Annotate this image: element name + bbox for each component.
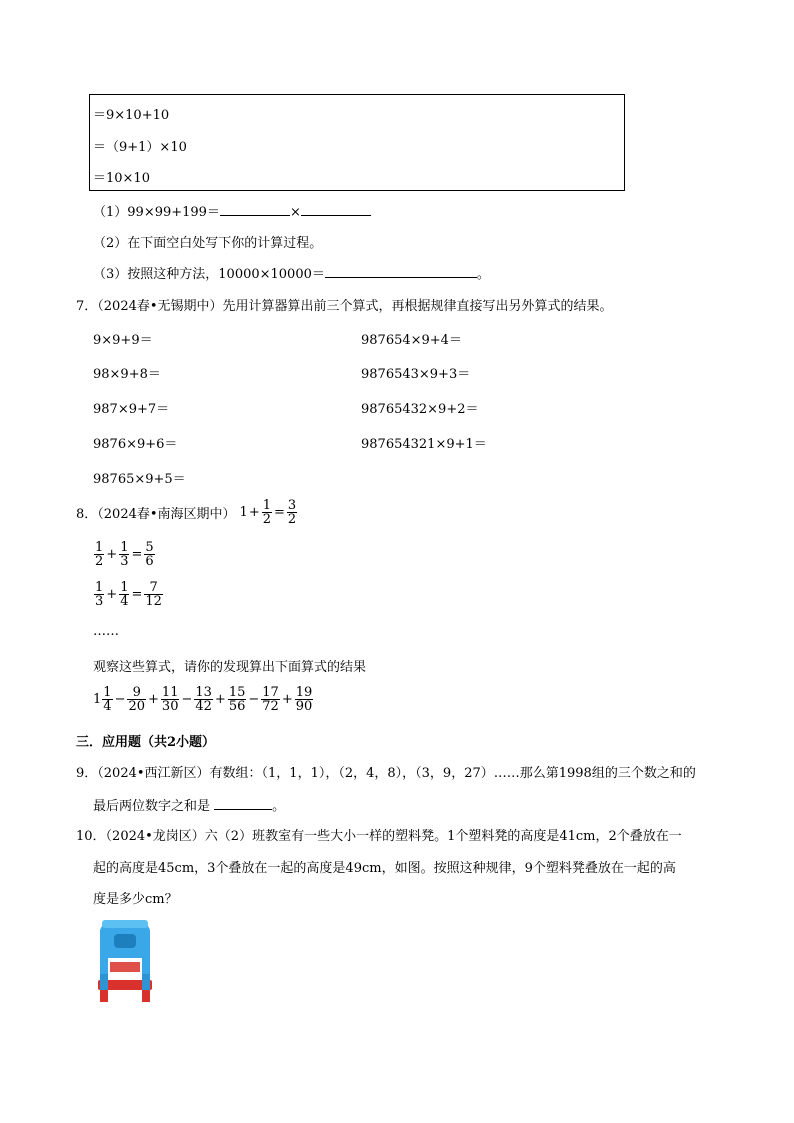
q8-eq3-a: $\frac{1}{3}$ bbox=[95, 580, 104, 609]
q8-eq2-b: $\frac{1}{3}$ bbox=[120, 540, 129, 569]
q8-expr-op-6: + bbox=[281, 692, 293, 707]
q6-part1-blank-a[interactable] bbox=[220, 203, 290, 216]
q8-eq2-op: + bbox=[106, 547, 118, 562]
q8-expr-term-2: $\frac{11}{30}$ bbox=[161, 685, 179, 714]
stacked-stools-image bbox=[94, 918, 156, 1004]
q8-eq3-result: $\frac{7}{12}$ bbox=[145, 580, 162, 609]
q6-part1 bbox=[93, 201, 371, 220]
q8-eq2-a: $\frac{1}{2}$ bbox=[95, 540, 104, 569]
q8-eq3-eq: = bbox=[131, 587, 143, 602]
q8-expr-op-4: + bbox=[214, 692, 226, 707]
q6-part3-prefix: （3）按照这种方法，10000×10000＝ bbox=[93, 267, 325, 282]
q8-prompt: 观察这些算式，请你的发现算出下面算式的结果 bbox=[93, 660, 367, 675]
q7-left-1: 9×9+9＝ bbox=[93, 333, 153, 348]
q8-expr-term-6: $\frac{19}{90}$ bbox=[295, 685, 313, 714]
q8-stem-line bbox=[76, 499, 298, 526]
q7-right-1: 987654×9+4＝ bbox=[361, 333, 462, 348]
q8-expr-term-5: $\frac{17}{72}$ bbox=[262, 685, 279, 714]
q8-expr-op-2: + bbox=[148, 692, 159, 707]
q8-eq3-op: + bbox=[106, 587, 118, 602]
q8-eq1-lead: 1 bbox=[239, 505, 248, 520]
q8-expr-term-3: $\frac{13}{42}$ bbox=[195, 685, 212, 714]
q10-line-3: 度是多少cm？ bbox=[93, 892, 178, 907]
q8-ellipsis: …… bbox=[93, 624, 119, 639]
q8-eq3-b: $\frac{1}{4}$ bbox=[120, 580, 129, 609]
q8-eq2-result: $\frac{5}{6}$ bbox=[145, 540, 154, 569]
q10-line-2: 起的高度是45cm，3个叠放在一起的高度是49cm，如图。按照这种规律，9个塑料凳叠放在一起的高 bbox=[93, 861, 676, 876]
q9-answer-blank[interactable] bbox=[214, 797, 272, 810]
q8-expr-term-0: $\frac{1}{4}$ bbox=[103, 685, 112, 714]
q8-eq1-eq: = bbox=[274, 505, 285, 520]
q10-line-1: 10．（2024•龙岗区）六（2）班教室有一些大小一样的塑料凳。1个塑料凳的高度是41cm，2个叠放在一 bbox=[76, 829, 682, 844]
q8-expr-lead: 1 bbox=[93, 692, 102, 707]
q6-part3-suffix: 。 bbox=[476, 267, 490, 282]
q8-stem: 8．（2024春•南海区期中） bbox=[76, 507, 236, 522]
q8-eq1-op: + bbox=[248, 505, 260, 520]
section-3-heading: 三．应用题（共2小题） bbox=[76, 735, 216, 750]
q7-right-2: 9876543×9+3＝ bbox=[361, 367, 471, 382]
q8-eq2 bbox=[93, 541, 156, 568]
q8-expression bbox=[93, 686, 314, 713]
q6-part3 bbox=[93, 263, 490, 282]
q6-part3-blank[interactable] bbox=[325, 265, 477, 278]
q8-expr-op-1: − bbox=[114, 692, 126, 707]
q7-right-3: 98765432×9+2＝ bbox=[361, 402, 479, 417]
q8-eq1-frac: $\frac{1}{2}$ bbox=[262, 498, 271, 527]
q7-left-2: 98×9+8＝ bbox=[93, 367, 161, 382]
q9-line-2 bbox=[93, 795, 285, 814]
box-line-1: ＝9×10+10 bbox=[93, 108, 170, 123]
q9-line-1: 9．（2024•西江新区）有数组：（1，1，1），（2，4，8），（3，9，27）……那么第1998组的三个数之和的 bbox=[76, 766, 696, 781]
q7-left-4: 9876×9+6＝ bbox=[93, 437, 178, 452]
q8-expr-term-1: $\frac{9}{20}$ bbox=[128, 685, 146, 714]
box-line-2: ＝（9+1）×10 bbox=[93, 140, 187, 155]
q7-stem: 7．（2024春•无锡期中）先用计算器算出前三个算式，再根据规律直接写出另外算式的结果。 bbox=[76, 299, 613, 314]
q7-left-5: 98765×9+5＝ bbox=[93, 472, 186, 487]
q9-line-2-suffix: 。 bbox=[272, 799, 286, 814]
q7-right-4: 987654321×9+1＝ bbox=[361, 437, 487, 452]
q7-left-3: 987×9+7＝ bbox=[93, 402, 170, 417]
q8-expr-term-4: $\frac{15}{56}$ bbox=[228, 685, 246, 714]
q8-eq2-eq: = bbox=[131, 547, 143, 562]
q8-expr-op-5: − bbox=[248, 692, 260, 707]
q9-line-2-prefix: 最后两位数字之和是 bbox=[93, 799, 211, 814]
box-line-3: ＝10×10 bbox=[93, 171, 150, 186]
q6-part1-prefix: （1）99×99+199＝ bbox=[93, 205, 220, 220]
q8-eq3 bbox=[93, 581, 164, 608]
q8-expr-op-3: − bbox=[181, 692, 193, 707]
q6-part1-blank-b[interactable] bbox=[301, 203, 371, 216]
q6-part2: （2）在下面空白处写下你的计算过程。 bbox=[93, 236, 323, 251]
q6-part1-times: × bbox=[289, 205, 301, 220]
q8-eq1-result: $\frac{3}{2}$ bbox=[287, 498, 297, 527]
